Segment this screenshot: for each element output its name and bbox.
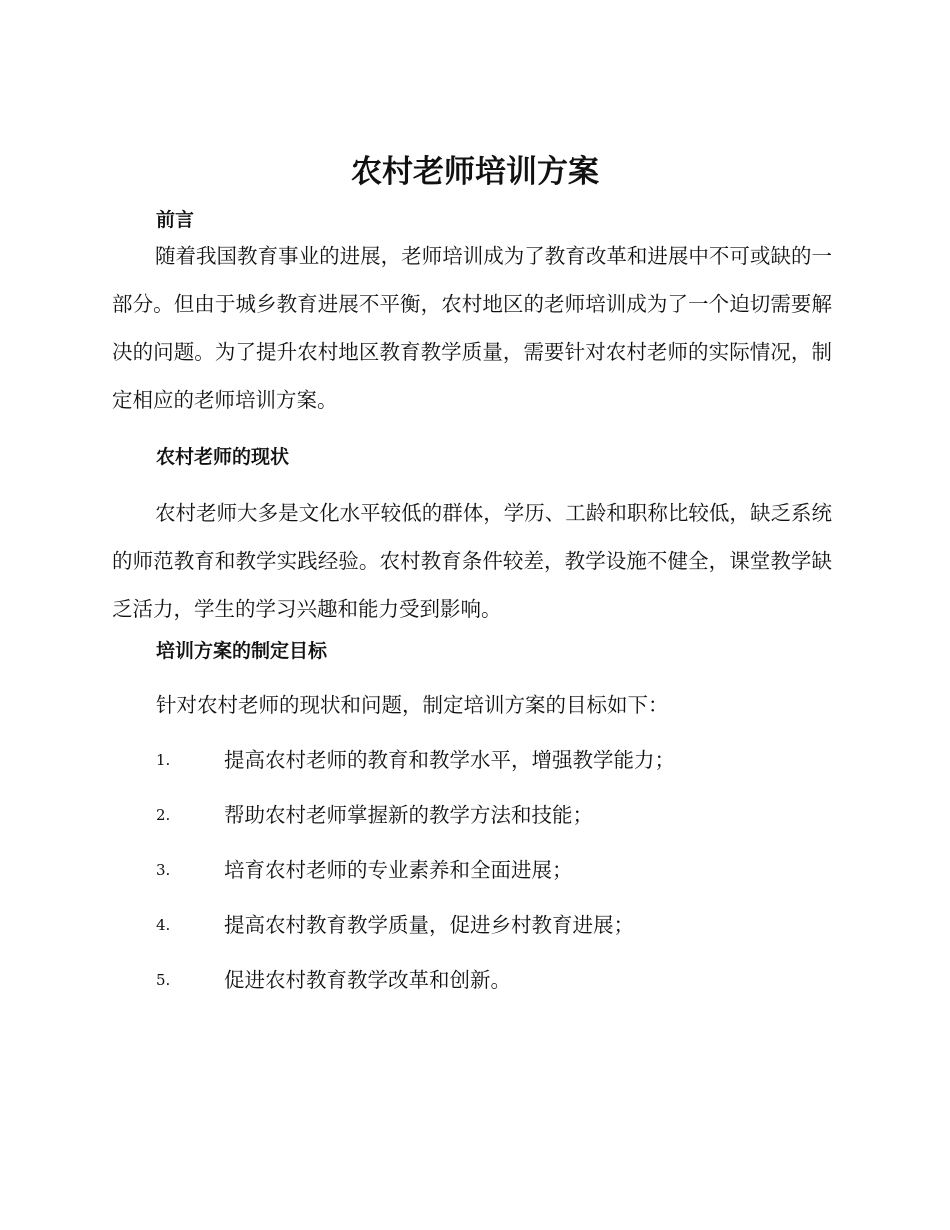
list-text: 帮助农村老师掌握新的教学方法和技能； — [224, 803, 593, 827]
list-text: 培育农村老师的专业素养和全面进展； — [224, 858, 573, 882]
list-text: 提高农村老师的教育和教学水平，增强教学能力； — [224, 748, 675, 772]
goals-intro: 针对农村老师的现状和问题，制定培训方案的目标如下： — [156, 693, 669, 717]
section-heading-goals: 培训方案的制定目标 — [156, 640, 328, 662]
list-number: 1. — [156, 751, 171, 769]
list-number: 5. — [156, 971, 171, 989]
list-number: 2. — [156, 806, 171, 824]
list-item — [156, 908, 856, 942]
section-heading-preface: 前言 — [156, 209, 195, 231]
list-item — [156, 743, 856, 777]
preface-paragraph: 随着我国教育事业的进展，老师培训成为了教育改革和进展中不可或缺的一部分。但由于城乡教育进展不平衡，农村地区的老师培训成为了一个迫切需要解决的问题。为了提升农村地区教育教学质量，需要针对农村老师的实际情况，制定相应的老师培训方案。 — [112, 244, 832, 412]
list-text: 促进农村教育教学改革和创新。 — [224, 968, 511, 992]
document-title: 农村老师培训方案 — [351, 154, 599, 190]
list-item — [156, 798, 856, 832]
list-text: 提高农村教育教学质量，促进乡村教育进展； — [224, 913, 634, 937]
list-item — [156, 853, 856, 887]
list-number: 3. — [156, 861, 171, 879]
list-number: 4. — [156, 916, 171, 934]
section-heading-status: 农村老师的现状 — [156, 446, 290, 468]
status-paragraph: 农村老师大多是文化水平较低的群体，学历、工龄和职称比较低，缺乏系统的师范教育和教学实践经验。农村教育条件较差，教学设施不健全，课堂教学缺乏活力，学生的学习兴趣和能力受到影响。 — [112, 501, 832, 621]
list-item — [156, 963, 856, 997]
